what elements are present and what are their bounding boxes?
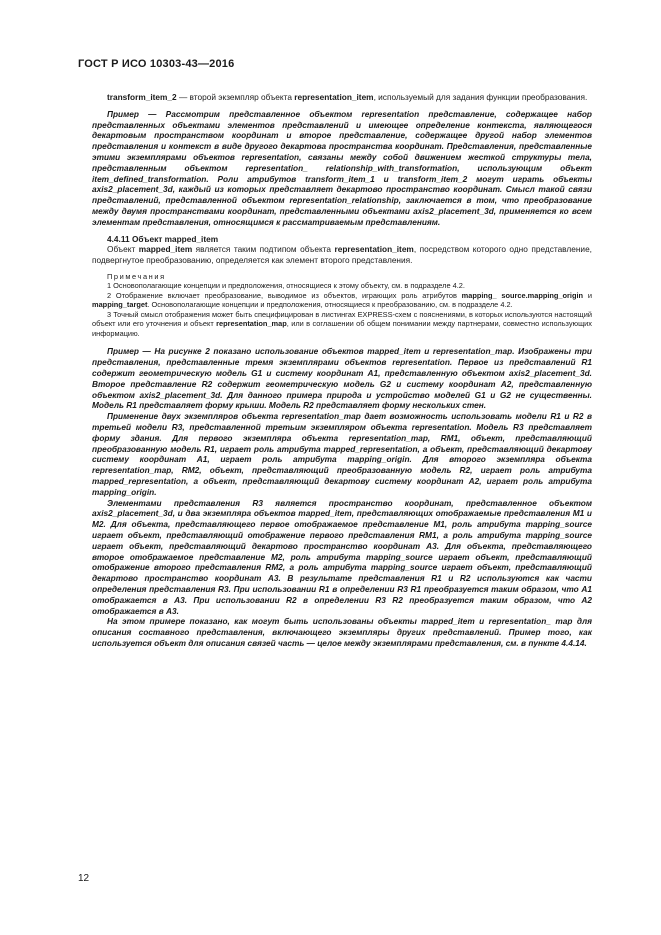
- notes-block: [92, 272, 592, 339]
- term: representation_item: [334, 244, 414, 255]
- paragraph-text: Объект: [107, 244, 139, 255]
- note-text: . Основополагающие концепции и предположения, относящиеся к преобразованию, см. в подразделе 4.2.: [147, 300, 513, 310]
- note-text: и: [583, 290, 592, 300]
- paragraph-text: является таким подтипом объекта: [192, 244, 335, 255]
- paragraph-mapped-item: [92, 244, 592, 266]
- paragraph-text: , посредством которого одно представление, подвергнутое преобразованию, определяется как элемент второго представления.: [92, 244, 592, 266]
- note-text: 2 Отображение включает преобразование, выводимое из объектов, играющих роль атрибутов: [107, 290, 462, 300]
- section-heading: [92, 234, 592, 245]
- paragraph-transform-item-2: [92, 92, 592, 103]
- section-title: Объект mapped_item: [131, 233, 219, 244]
- example-2-paragraph-1: Пример — На рисунке 2 показано использование объектов mapped_item и representation_map. Изображены три представления, представленные тремя экземплярами объектов representation. Первое из представлений R1 содержит геометрическую модель G1 и систему координат A1, представленную объектом axis2_placement_3d. Второе представление R2 содержит геометрическую модель G2 и систему координат A2, представленную объектом axis2_placement_3d. Для данного примера природа и устройство моделей G1 и G2 не существенны. Модель R1 представляет форму крыши. Модель R2 представляет форму нескольких стен.: [92, 346, 592, 411]
- standard-header: ГОСТ Р ИСО 10303-43—2016: [78, 58, 235, 70]
- term: mapping_target: [92, 300, 148, 310]
- term: representation_map: [216, 319, 287, 329]
- note-1: 1 Основополагающие концепции и предположения, относящиеся к этому объекту, см. в подразделе 4.2.: [107, 281, 465, 291]
- term: representation_item: [294, 92, 374, 102]
- note-text: 3 Точный смысл отображения может быть специфицирован в листингах EXPRESS-схем с пояснениями, в которых используются настоящий объект или его уточнения и объект: [92, 309, 592, 329]
- term: mapped_item: [138, 244, 193, 255]
- note-text: , или в соглашении об общем понимании между партнерами, совместно использующих информацию.: [92, 319, 593, 338]
- example-paragraph: Пример — Рассмотрим представленное объектом representation представление, содержащее набор представленных объектами элементов представлений и имеющее определение контекста, являющегося декартовым пространством координат и второе представление, содержащее другой набор элементов представления и контекст в виде другого декартова пространства координат. Представления, представленные этими экземплярами объектов representation, связаны между собой движением жесткой структуры тела, представленным объектом representation_ relationship_with_transformation, использующим объект item_defined_transformation. Роли атрибутов transform_item_1 и transform_item_2 могут играть объекты axis2_placement_3d, каждый из которых представляет декартово пространство координат. Смысл такой связи представлений, представленной объектом representation_relationship, заключается в том, что преобразование между двумя пространствами координат, представленными объектами axis2_placement_3d, применяется ко всем элементам представления, относящимся к рассматриваемым представлениям.: [92, 108, 592, 227]
- example-2-paragraph-2: Применение двух экземпляров объекта representation_map дает возможность использовать модели R1 и R2 в третьей модели R3, представленной третьим экземпляром объекта representation. Модель R3 представляет форму здания. Для первого экземпляра объекта representation_map, RM1, объект, представляющий преобразованную модель R1, играет роль атрибута mapped_representation, а объект, представляющий декартову систему координат A1, играет роль атрибута mapping_origin. Для второго экземпляра объекта representation_map, RM2, объект, представляющий преобразованную модель R2, играет роль атрибута mapped_representation, а объект, представляющий декартову систему координат A2, играет роль атрибута mapping_origin.: [92, 411, 592, 497]
- term: mapping_ source.mapping_origin: [461, 290, 584, 300]
- section-number: 4.4.11: [107, 233, 130, 244]
- note-2: [92, 291, 592, 310]
- paragraph-text: — второй экземпляр объекта: [176, 92, 295, 102]
- example-2-paragraph-3: Элементами представления R3 является пространство координат, представленное объектом axis2_placement_3d, и два экземпляра объектов mapped_item, представляющих отображаемые представления M1 и M2. Для объекта, представляющего первое отображаемое представление M1, роль атрибута mapping_source играет объект, представляющий отображение первого представления RM1, а роль атрибута mapping_source играет объект, представляющий декартово пространство координат A3. Для объекта, представляющего второе отображаемое представление M2, роль атрибута mapping_source играет объект, представляющий отображение второго представления RM2, а роль атрибута mapping_source играет объект, представляющий декартово пространство координат A3. В результате представления R1 и R2 используются как части определения представления R3. При использовании R1 в определении R3 R1 преобразуется таким образом, что A1 отображается в A3. При использовании R2 в определении R3 R2 преобразуется таким образом, что A2 отображается в A3.: [92, 497, 592, 616]
- term: transform_item_2: [107, 92, 177, 102]
- paragraph-text: , используемый для задания функции преобразования.: [373, 92, 588, 102]
- example-2-paragraph-4: На этом примере показано, как могут быть использованы объекты mapped_item и representation_ map для описания составного представления, включающего экземпляры других представлений. Пример того, как используется объект для описания связей часть — целое между экземплярами представления, см. в пункте 4.4.14.: [92, 616, 592, 648]
- notes-heading: Примечания: [107, 271, 166, 281]
- note-3: [92, 310, 592, 339]
- page-number: 12: [78, 873, 90, 884]
- document-body: [92, 92, 592, 649]
